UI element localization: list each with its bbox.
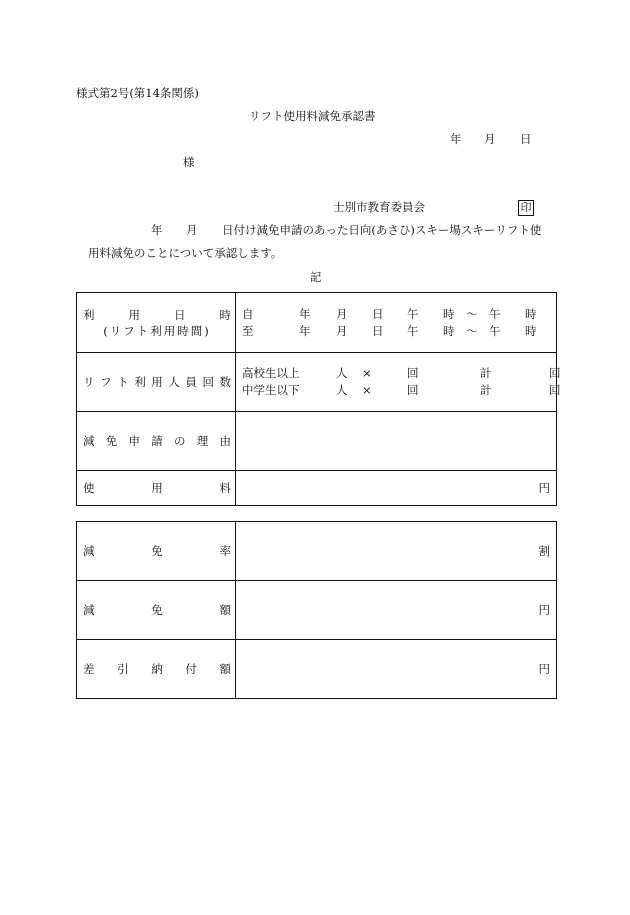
usage-table: [76, 292, 561, 506]
net-value: [236, 640, 557, 699]
label-char: 利: [134, 375, 146, 389]
users-value: [236, 353, 561, 412]
net-unit: 円: [538, 662, 550, 676]
label-char: 減: [83, 603, 95, 617]
label-char: 利: [83, 307, 95, 322]
junior-times: ×: [362, 383, 372, 397]
label-char: 免: [105, 434, 118, 448]
to-ampm2: 午: [489, 323, 501, 338]
usage-datetime-value: [236, 293, 557, 353]
label-char: 申: [128, 434, 140, 448]
body-month: 月: [186, 223, 198, 237]
from-day: 日: [372, 306, 384, 321]
high-group: 高校生以上: [242, 366, 300, 380]
rate-row: [77, 522, 557, 581]
label-char: 付: [185, 662, 197, 676]
label-char: 時: [219, 307, 231, 322]
label-char: ト: [117, 375, 129, 389]
usage-from-line: [236, 306, 556, 323]
issuer-name: 士別市教育委員会: [333, 200, 425, 214]
to-day: 日: [372, 323, 384, 338]
amount-row: [77, 581, 557, 640]
to-hour2: 時: [525, 323, 537, 338]
amount-value: [236, 581, 557, 640]
label-char: 由: [219, 434, 231, 448]
body-line1: 日付け減免申請のあった日向(あさひ)スキー場スキーリフト使: [222, 223, 542, 237]
users-row: [77, 353, 557, 412]
label-char: 日: [174, 307, 186, 322]
to-month: 月: [336, 323, 348, 338]
high-total: 計: [480, 366, 492, 380]
from-year: 年: [299, 306, 311, 321]
reason-label: [77, 412, 236, 471]
junior-count: 回: [407, 383, 419, 397]
date-month: 月: [484, 132, 496, 146]
date-day: 日: [520, 132, 532, 146]
from-month: 月: [336, 306, 348, 321]
document-title: リフト使用料減免承認書: [249, 109, 376, 123]
to-ampm1: 午: [407, 323, 419, 338]
usage-datetime-label: [77, 293, 236, 353]
to-hour1: 時: [443, 323, 455, 338]
users-junior-line: [236, 382, 561, 399]
junior-count2: 回: [549, 383, 561, 397]
rate-label: [77, 522, 236, 581]
high-person: 人: [336, 366, 348, 380]
reason-row: [77, 412, 557, 471]
label-char: 料: [219, 481, 231, 495]
label-char: 額: [219, 662, 231, 676]
label-char: 額: [219, 603, 231, 617]
label-char: 用: [128, 307, 140, 322]
label-char: フ: [100, 375, 112, 389]
from-hour1: 時: [443, 306, 455, 321]
form-number: 様式第2号(第14条関係): [76, 86, 199, 100]
label-char: 回: [202, 375, 214, 389]
label-char: 納: [151, 662, 163, 676]
ki-heading: 記: [310, 270, 322, 284]
from-tilde: 〜: [466, 306, 478, 321]
label-char: 請: [151, 434, 163, 448]
from-ampm1: 午: [407, 306, 419, 321]
addressee-suffix: 様: [183, 155, 195, 169]
users-high-line: [236, 365, 561, 382]
rate-unit: 割: [538, 544, 550, 558]
high-count2: 回: [549, 366, 561, 380]
label-char: 引: [117, 662, 129, 676]
usage-to-line: [236, 323, 556, 340]
usage-datetime-row: [77, 293, 557, 353]
body-year: 年: [151, 223, 163, 237]
high-count: 回: [407, 366, 419, 380]
from-ampm2: 午: [489, 306, 501, 321]
label-char: 免: [151, 544, 163, 558]
seal-mark: 印: [518, 200, 534, 216]
label-char: の: [174, 434, 186, 448]
rate-value: [236, 522, 557, 581]
label-char: 減: [83, 544, 95, 558]
label-char: 減: [83, 434, 95, 448]
amount-label: [77, 581, 236, 640]
from-hour2: 時: [525, 306, 537, 321]
net-row: [77, 640, 557, 699]
label-char: 用: [151, 481, 163, 495]
fee-value: [236, 471, 557, 506]
users-label: [77, 353, 236, 412]
junior-total: 計: [480, 383, 492, 397]
to-year: 年: [299, 323, 311, 338]
label-char: 理: [196, 434, 209, 448]
date-year: 年: [450, 132, 462, 146]
body-line2: 用料減免のことについて承認します。: [88, 246, 283, 260]
net-label: [77, 640, 236, 699]
label-char: リ: [83, 375, 95, 389]
label-char: 差: [83, 662, 95, 676]
fee-unit: 円: [538, 481, 550, 495]
label-char: 使: [83, 481, 95, 495]
fee-row: [77, 471, 557, 506]
label-char: 免: [151, 603, 163, 617]
high-times: ×: [362, 366, 372, 380]
label-char: 人: [168, 375, 180, 389]
to-tilde: 〜: [466, 323, 478, 338]
label-char: 数: [219, 375, 231, 389]
usage-time-sublabel: (リフト利用時間): [103, 323, 211, 338]
junior-group: 中学生以下: [242, 383, 300, 397]
to-prefix: 至: [242, 323, 254, 338]
junior-person: 人: [336, 383, 348, 397]
fee-label: [77, 471, 236, 506]
amount-unit: 円: [538, 603, 550, 617]
label-char: 用: [151, 375, 163, 389]
reduction-table: [76, 521, 557, 699]
from-prefix: 自: [242, 306, 254, 321]
label-char: 率: [219, 544, 231, 558]
label-char: 員: [185, 375, 197, 389]
reason-value: [236, 412, 557, 471]
